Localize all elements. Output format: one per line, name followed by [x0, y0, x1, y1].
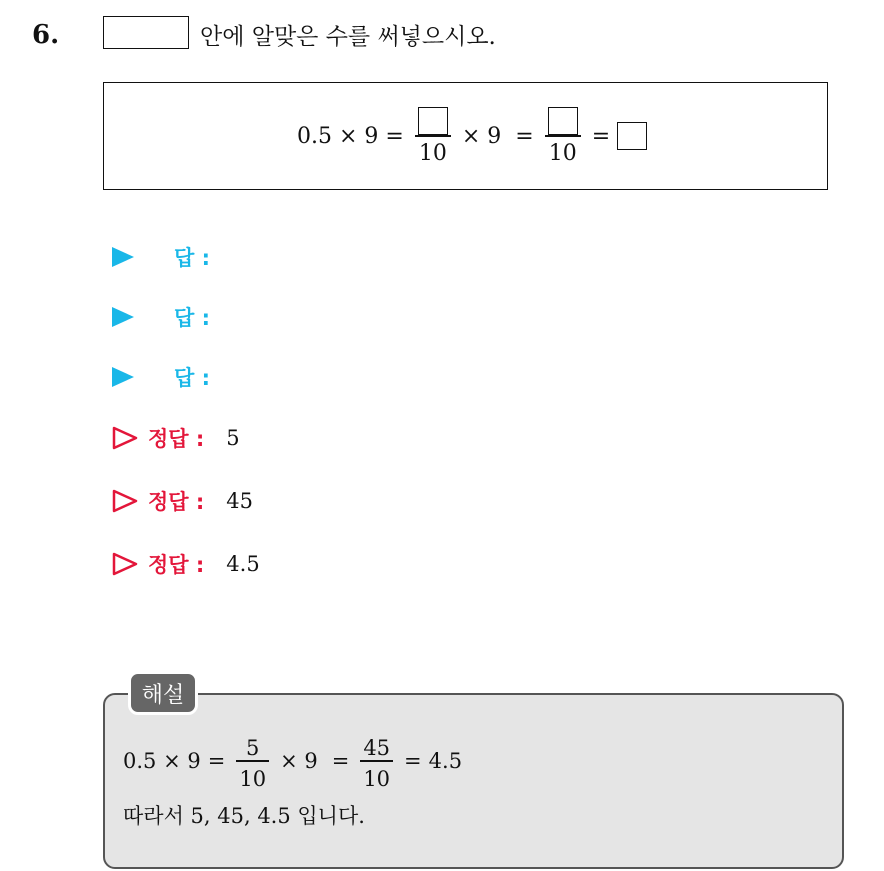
numerator: 45	[363, 736, 391, 761]
play-triangle-icon	[112, 247, 134, 267]
blank-box	[103, 16, 189, 49]
solution-result: 4.5	[428, 749, 463, 773]
equals-sign: =	[331, 749, 350, 773]
solution-tag: 해설	[128, 671, 198, 715]
answer-row-1	[112, 240, 210, 274]
denominator: 10	[548, 140, 577, 166]
denominator: 10	[239, 766, 267, 791]
equation	[297, 100, 647, 172]
result-blank	[617, 122, 647, 150]
equals-sign: =	[591, 123, 611, 149]
numerator: 5	[246, 736, 260, 761]
correct-value: 45	[226, 489, 254, 513]
answer-label: 답 :	[174, 306, 210, 330]
question-instruction: 안에 알맞은 수를 써넣으시오.	[200, 24, 496, 50]
question-number: 6.	[32, 20, 60, 50]
correct-value: 4.5	[226, 552, 260, 576]
correct-label: 정답 :	[148, 427, 205, 451]
answer-label: 답 :	[174, 246, 210, 270]
equation-lhs: 0.5 × 9	[297, 123, 379, 149]
correct-value: 5	[226, 426, 240, 450]
play-triangle-icon	[112, 307, 134, 327]
equals-sign: =	[207, 749, 226, 773]
denominator: 10	[418, 140, 447, 166]
correct-label: 정답 :	[148, 553, 205, 577]
correct-row-3	[112, 547, 260, 581]
answer-label: 답 :	[174, 366, 210, 390]
solution-equation	[123, 726, 462, 796]
fraction-blank-2	[545, 103, 581, 169]
outline-triangle-icon	[112, 489, 138, 513]
correct-label: 정답 :	[148, 490, 205, 514]
solution-lhs: 0.5 × 9	[123, 749, 201, 773]
solution-fraction-2	[360, 728, 393, 794]
equals-sign: =	[515, 123, 534, 149]
equals-sign: =	[404, 749, 422, 773]
numerator-blank-1	[418, 107, 448, 135]
fraction-blank-1	[415, 103, 451, 169]
outline-triangle-icon	[112, 552, 138, 576]
solution-conclusion: 따라서 5, 45, 4.5 입니다.	[123, 804, 365, 828]
play-triangle-icon	[112, 367, 134, 387]
solution-fraction-1	[236, 728, 269, 794]
numerator-blank-2	[548, 107, 578, 135]
times-nine: × 9	[461, 123, 502, 149]
times-nine: × 9	[280, 749, 318, 773]
correct-row-1	[112, 421, 240, 455]
equals-sign: =	[385, 123, 404, 149]
outline-triangle-icon	[112, 426, 138, 450]
denominator: 10	[363, 766, 391, 791]
answer-row-2	[112, 300, 210, 334]
correct-row-2	[112, 484, 253, 518]
answer-row-3	[112, 360, 210, 394]
